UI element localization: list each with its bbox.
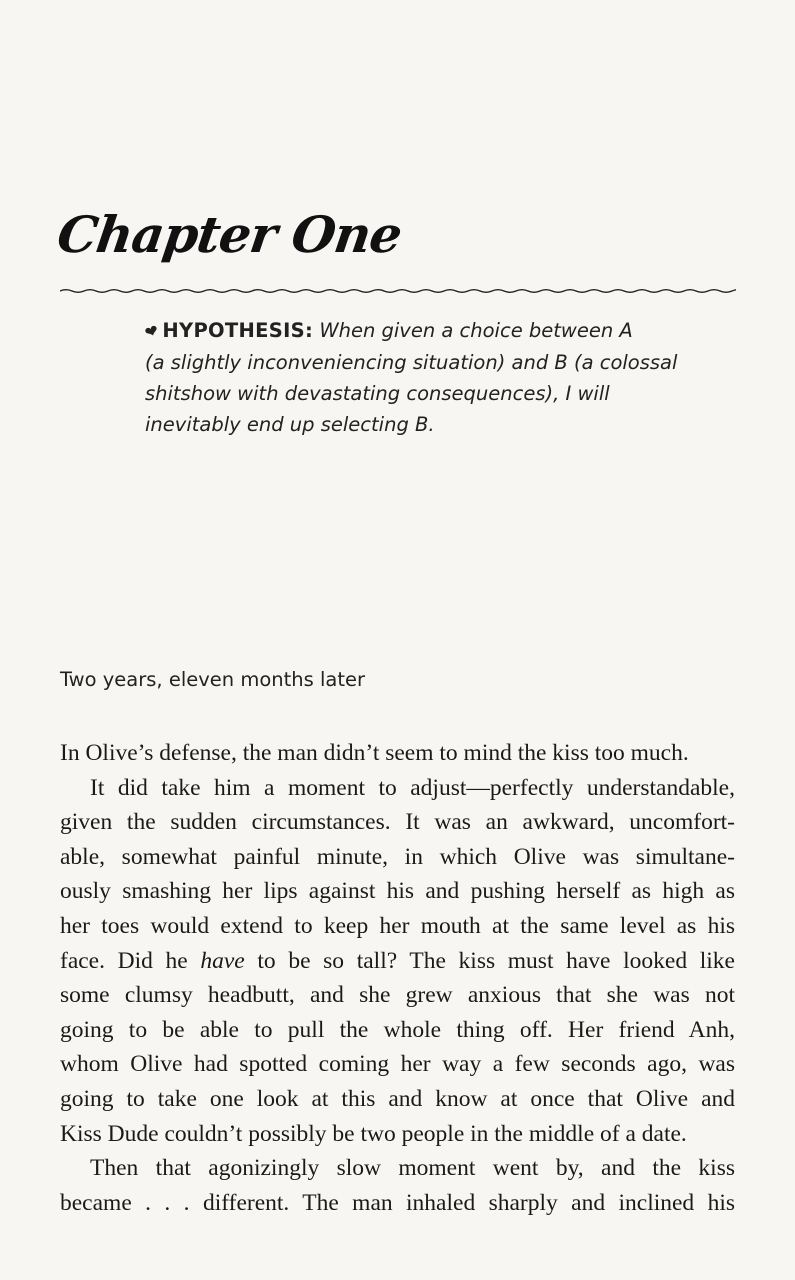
wavy-divider xyxy=(60,284,736,298)
paragraph-line: became . . . different. The man inhaled sharply and inclined his xyxy=(60,1189,735,1216)
paragraph-line: whom Olive had spotted coming her way a few seconds ago, was xyxy=(60,1051,735,1078)
time-jump-heading: Two years, eleven months later xyxy=(60,668,366,691)
hypothesis-line xyxy=(142,315,705,347)
hypothesis-line: shitshow with devastating consequences), I will xyxy=(145,382,610,405)
paragraph-line: In Olive’s defense, the man didn’t seem to mind the kiss too much. xyxy=(60,740,689,766)
paragraph-line: some clumsy headbutt, and she grew anxious that she was not xyxy=(60,982,735,1009)
paragraph-line: Then that agonizingly slow moment went by, and the kiss xyxy=(90,1155,735,1182)
hypothesis-line: inevitably end up selecting B. xyxy=(145,413,435,436)
paragraph-line: given the sudden circumstances. It was an awkward, uncomfort- xyxy=(60,809,735,836)
paragraph-line xyxy=(60,944,735,979)
chapter-title: Chapter One xyxy=(53,205,406,264)
chapter-body xyxy=(60,736,735,1220)
paragraph-line: ously smashing her lips against his and pushing herself as high as xyxy=(60,878,735,905)
paragraph-line: going to take one look at this and know at once that Olive and xyxy=(60,1085,735,1112)
text-run: face. Did he xyxy=(60,947,201,974)
paragraph-line: going to be able to pull the whole thing off. Her friend Anh, xyxy=(60,1016,735,1043)
hypothesis-text: When given a choice between A xyxy=(319,319,633,342)
hypothesis-label: HYPOTHESIS: xyxy=(162,319,314,342)
hypothesis-block xyxy=(142,315,705,440)
paragraph-line: able, somewhat painful minute, in which Olive was simultane- xyxy=(60,843,735,870)
paragraph-line: It did take him a moment to adjust—perfectly understandable, xyxy=(90,774,735,801)
heart-icon: ❤ xyxy=(142,320,162,343)
paragraph-line: her toes would extend to keep her mouth at the same level as his xyxy=(60,912,735,939)
hypothesis-line: (a slightly inconveniencing situation) and B (a colossal xyxy=(145,351,678,374)
text-run: to be so tall? The kiss must have looked like xyxy=(244,947,735,974)
paragraph-line: Kiss Dude couldn’t possibly be two people in the middle of a date. xyxy=(60,1120,687,1147)
emphasis-text: have xyxy=(200,947,245,974)
